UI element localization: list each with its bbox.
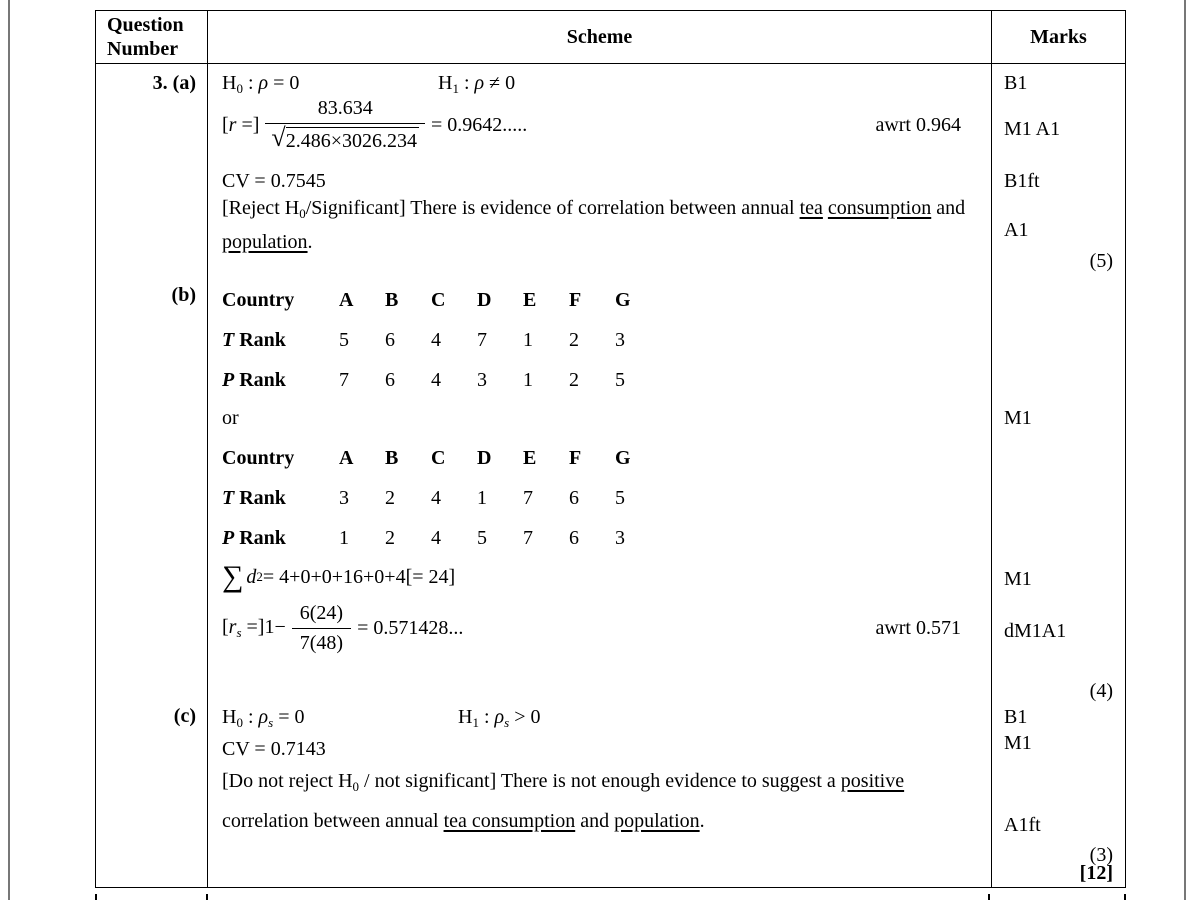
rank-table-1-prank-row [222, 360, 661, 400]
h0-value: = 0 [273, 706, 305, 728]
subtotal-c: (3) [1089, 844, 1113, 866]
rank-cell: 1 [523, 368, 533, 391]
table-header-row [96, 11, 1125, 64]
page-edge-right [1184, 0, 1186, 900]
header-scheme-label: Scheme [566, 25, 633, 48]
p-rank-text: Rank [234, 368, 286, 391]
r-fraction [265, 97, 425, 153]
mark-b1ft-a: B1ft [1004, 170, 1040, 192]
bracket-open: [ [222, 616, 229, 638]
rs-equals-bracket [222, 616, 286, 641]
row-label-p-rank [222, 518, 339, 558]
next-row-border-stub [1124, 894, 1126, 900]
rank-header-cell: Country [222, 446, 295, 469]
rank-header-cell: C [431, 288, 446, 311]
conclusion-a-end: . [307, 231, 313, 253]
underlined-tea-consumption: tea consumption [443, 810, 576, 832]
h0-colon: : [242, 72, 259, 94]
page-edge-left [8, 0, 10, 900]
marks-column [991, 64, 1125, 887]
header-question-line2: Number [107, 38, 179, 60]
conclusion-c-pre: [Do not reject [222, 770, 339, 792]
next-row-border-stub [206, 894, 208, 900]
h0-value: = 0 [268, 72, 300, 94]
mark-dm1a1-b: dM1A1 [1004, 620, 1067, 642]
h0-rho: ρ [258, 72, 269, 94]
question-label-3a: 3. (a) [152, 72, 196, 94]
conclusion-a-mid2: and [931, 197, 966, 219]
h1-colon: : [478, 706, 495, 728]
rank-header-cell: E [523, 288, 537, 311]
rs-fraction-numerator: 6(24) [299, 602, 344, 624]
header-question-number [96, 11, 208, 63]
rank-cell: 1 [523, 328, 533, 351]
h1-rho-sub: s [504, 715, 510, 730]
subtotal-a: (5) [1089, 250, 1113, 272]
rank-header-cell: D [477, 446, 492, 469]
mark-m1-c: M1 [1004, 732, 1032, 754]
mark-m1-sum-b: M1 [1004, 568, 1032, 590]
question-total: [12] [1079, 862, 1113, 884]
mark-b1-a: B1 [1004, 72, 1028, 94]
conclusion-c-mid3: and [575, 810, 615, 832]
rank-header-cell: B [385, 288, 399, 311]
conclusion-c-end: . [699, 810, 705, 832]
d-squared-sup: 2 [256, 569, 263, 584]
rank-table-1-trank-row [222, 320, 661, 360]
rank-table-2-trank-row [222, 478, 661, 518]
p-rank-italic: P [222, 368, 235, 391]
rank-cell: 4 [431, 328, 441, 351]
sqrt-radical-icon: √ [271, 123, 286, 152]
rank-cell: 7 [477, 328, 487, 351]
mark-b1-c: B1 [1004, 706, 1028, 728]
h0-rho: ρ [258, 706, 269, 728]
rank-cell: 2 [569, 368, 579, 391]
rank-header-cell: E [523, 446, 537, 469]
h1-rho: ρ [494, 706, 505, 728]
mark-m1-or-b: M1 [1004, 407, 1032, 429]
conclusion-c [222, 764, 987, 839]
h0-symbol: H [222, 706, 237, 728]
conclusion-a-pre: [Reject H [222, 197, 300, 219]
rank-cell: 6 [385, 368, 395, 391]
fraction-denominator [265, 123, 425, 153]
rank-cell: 3 [615, 328, 625, 351]
square-root [271, 123, 419, 153]
awrt-note-b: awrt 0.571 [875, 617, 961, 639]
sigma-icon: ∑ [222, 560, 244, 593]
h1-value: > 0 [509, 706, 541, 728]
h0-symbol: H [222, 72, 237, 94]
header-marks-label: Marks [1030, 25, 1087, 48]
h0-rho-sub: s [268, 715, 274, 730]
t-rank-text: Rank [234, 328, 286, 351]
hypotheses-line-a [222, 72, 516, 97]
rank-cell: 6 [569, 526, 579, 549]
row-label-t-rank [222, 320, 339, 360]
rank-cell: 6 [385, 328, 395, 351]
alt-hypothesis-c [458, 706, 540, 731]
underlined-tea: tea [799, 197, 823, 219]
rs-subscript: s [236, 625, 242, 640]
row-label-t-rank [222, 478, 339, 518]
d-variable: d [246, 565, 257, 588]
h1-colon: : [458, 72, 475, 94]
rank-cell: 2 [569, 328, 579, 351]
mark-scheme-table [95, 10, 1126, 888]
hypotheses-line-c [222, 706, 541, 731]
r-variable: r [228, 113, 237, 136]
conclusion-a-h0-sub: 0 [299, 206, 306, 221]
conclusion-c-mid1: / not significant] There is not enough evidence to suggest a [359, 770, 841, 792]
mark-a1ft-c: A1ft [1004, 814, 1041, 836]
critical-value-a: CV = 0.7545 [222, 170, 326, 192]
h0-colon: : [242, 706, 259, 728]
rank-header-cell: A [339, 446, 354, 469]
rank-cell: 7 [523, 526, 533, 549]
sqrt-radicand: 2.486×3026.234 [286, 127, 419, 153]
bracket-close: =] [236, 113, 260, 136]
question-label-b: (b) [171, 284, 196, 306]
sum-values: = 4+0+0+16+0+4[= 24] [262, 565, 456, 588]
rank-cell: 4 [431, 526, 441, 549]
null-hypothesis-a [222, 72, 299, 94]
rank-header-cell: D [477, 288, 492, 311]
rank-table-2-header [222, 438, 661, 478]
rs-fraction-denominator: 7(48) [292, 628, 351, 655]
rank-table-2-prank-row [222, 518, 661, 558]
rs-calculation-line [222, 602, 991, 655]
underlined-population-c: population [614, 810, 700, 832]
rank-cell: 7 [523, 486, 533, 509]
rank-header-cell: C [431, 446, 446, 469]
rank-cell: 7 [339, 368, 349, 391]
h1-rho: ρ [474, 72, 485, 94]
h1-subscript: 1 [452, 81, 459, 96]
fraction-numerator: 83.634 [317, 97, 373, 119]
rank-header-cell: G [615, 288, 631, 311]
rank-cell: 2 [385, 486, 395, 509]
rank-cell: 5 [615, 486, 625, 509]
rank-table-1-header [222, 280, 661, 320]
rank-cell: 1 [477, 486, 487, 509]
subtotal-b: (4) [1089, 680, 1113, 702]
rank-cell: 3 [477, 368, 487, 391]
rs-result: = 0.571428... [357, 617, 464, 639]
next-row-border-stub [95, 894, 97, 900]
rs-fraction [292, 602, 351, 655]
rs-variable: r [228, 616, 237, 638]
alt-hypothesis-a [438, 72, 515, 97]
t-rank-italic: T [222, 328, 235, 351]
conclusion-a-mid1: /Significant] There is evidence of correlation between annual [305, 197, 800, 219]
underlined-consumption: consumption [827, 197, 932, 219]
header-question-line1: Question [107, 14, 184, 36]
h1-symbol: H [458, 706, 473, 728]
rank-header-cell: B [385, 446, 399, 469]
null-hypothesis-c [222, 706, 304, 728]
rank-header-cell: F [569, 288, 582, 311]
conclusion-c-mid2: correlation between annual [222, 810, 444, 832]
table-body [96, 64, 1125, 887]
mark-m1a1-a: M1 A1 [1004, 118, 1061, 140]
mark-a1-a: A1 [1004, 219, 1029, 241]
t-rank-italic: T [222, 486, 235, 509]
r-result: = 0.9642..... [430, 113, 528, 136]
scheme-column [208, 64, 991, 887]
rank-cell: 5 [477, 526, 487, 549]
rank-cell: 4 [431, 368, 441, 391]
question-label-c: (c) [173, 705, 196, 727]
sum-d-squared-line [222, 562, 455, 592]
critical-value-c: CV = 0.7143 [222, 738, 326, 760]
p-rank-italic: P [222, 526, 235, 549]
rank-cell: 4 [431, 486, 441, 509]
p-rank-text: Rank [234, 526, 286, 549]
next-row-border-stub [988, 894, 990, 900]
rank-header-cell: G [615, 446, 631, 469]
rank-cell: 5 [615, 368, 625, 391]
awrt-note-a: awrt 0.964 [875, 113, 961, 136]
r-equals-bracket [222, 114, 259, 137]
h1-value: ≠ 0 [484, 72, 516, 94]
rank-header-cell: F [569, 446, 582, 469]
h0-subscript: 0 [236, 81, 243, 96]
rank-cell: 1 [339, 526, 349, 549]
h1-subscript: 1 [472, 715, 479, 730]
rank-table-2 [222, 438, 661, 558]
question-number-column [96, 64, 208, 887]
h0-subscript: 0 [236, 715, 243, 730]
row-label-p-rank [222, 360, 339, 400]
rank-header-cell: Country [222, 288, 295, 311]
rank-cell: 5 [339, 328, 349, 351]
conclusion-c-h: H [338, 770, 353, 792]
rank-cell: 2 [385, 526, 395, 549]
conclusion-a [222, 194, 984, 257]
bracket-close: =]1− [241, 616, 286, 638]
bracket-open: [ [222, 113, 229, 136]
h1-symbol: H [438, 72, 453, 94]
rank-cell: 3 [615, 526, 625, 549]
rank-table-1 [222, 280, 661, 400]
header-marks [991, 11, 1125, 63]
rank-header-cell: A [339, 288, 354, 311]
r-calculation-line [222, 97, 991, 153]
or-text: or [222, 407, 239, 429]
underlined-positive: positive [840, 770, 905, 792]
rank-cell: 3 [339, 486, 349, 509]
t-rank-text: Rank [234, 486, 286, 509]
underlined-population-a: population [222, 231, 308, 253]
conclusion-c-h0-sub: 0 [352, 779, 360, 794]
header-scheme [208, 11, 991, 63]
rank-cell: 6 [569, 486, 579, 509]
